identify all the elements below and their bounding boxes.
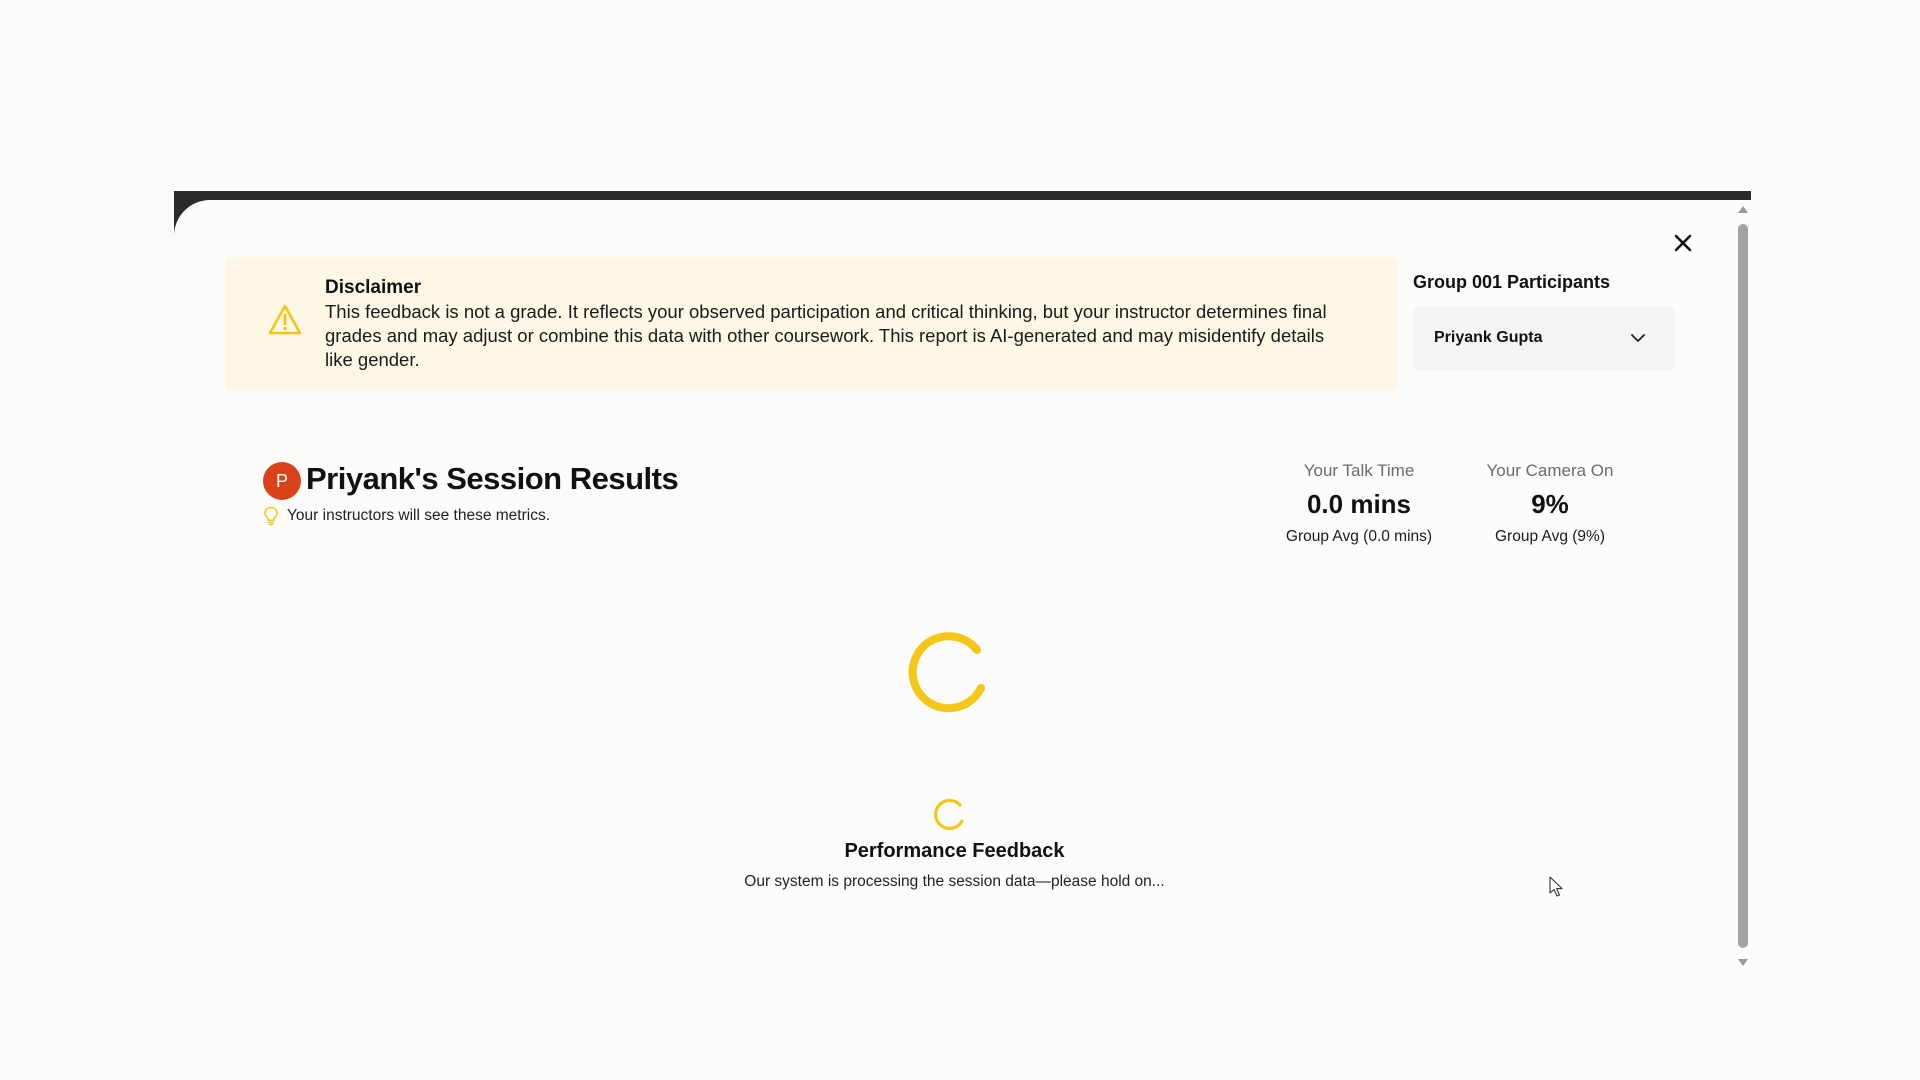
disclaimer-banner xyxy=(225,257,1397,391)
scroll-down-arrow-icon[interactable] xyxy=(1738,959,1748,966)
close-icon xyxy=(1670,230,1696,256)
disclaimer-title: Disclaimer xyxy=(325,277,422,298)
metric-value: 0.0 mins xyxy=(1306,489,1412,519)
chevron-down-icon xyxy=(1631,333,1645,343)
metric-group-avg: Group Avg (0.0 mins) xyxy=(1285,528,1433,545)
disclaimer-text: This feedback is not a grade. It reflects your observed participation and critical thinking, but your instructor determines final grades and may adjust or combine this data with other coursework. This report is AI-generated and may misidentify details like gender. xyxy=(325,301,1327,370)
metric-group-avg: Group Avg (9%) xyxy=(1495,528,1605,545)
modal-scrollbar[interactable] xyxy=(1735,200,1751,972)
loading-spinner-icon xyxy=(931,797,967,833)
page-title: Priyank's Session Results xyxy=(306,461,679,496)
loading-spinner-icon xyxy=(905,628,991,714)
metric-label: Your Camera On xyxy=(1486,461,1614,480)
metric-camera-on xyxy=(1455,461,1645,546)
performance-feedback-title: Performance Feedback xyxy=(844,840,1065,862)
mouse-cursor-icon xyxy=(1549,876,1565,898)
avatar: P xyxy=(263,462,301,500)
lightbulb-icon xyxy=(263,506,279,526)
close-button[interactable] xyxy=(1670,230,1696,256)
metric-value: 9% xyxy=(1531,489,1569,519)
participants-title: Group 001 Participants xyxy=(1413,272,1611,292)
session-results-modal xyxy=(174,200,1735,972)
metric-talk-time xyxy=(1264,461,1454,546)
processing-status: Our system is processing the session data—please hold on... xyxy=(744,873,1165,890)
scrollbar-thumb[interactable] xyxy=(1738,224,1748,948)
warning-icon xyxy=(267,302,303,338)
metric-label: Your Talk Time xyxy=(1303,461,1415,480)
participant-dropdown[interactable] xyxy=(1413,307,1675,371)
participant-selected: Priyank Gupta xyxy=(1434,329,1543,346)
instructor-note: Your instructors will see these metrics. xyxy=(287,507,551,524)
scroll-up-arrow-icon[interactable] xyxy=(1738,206,1748,213)
